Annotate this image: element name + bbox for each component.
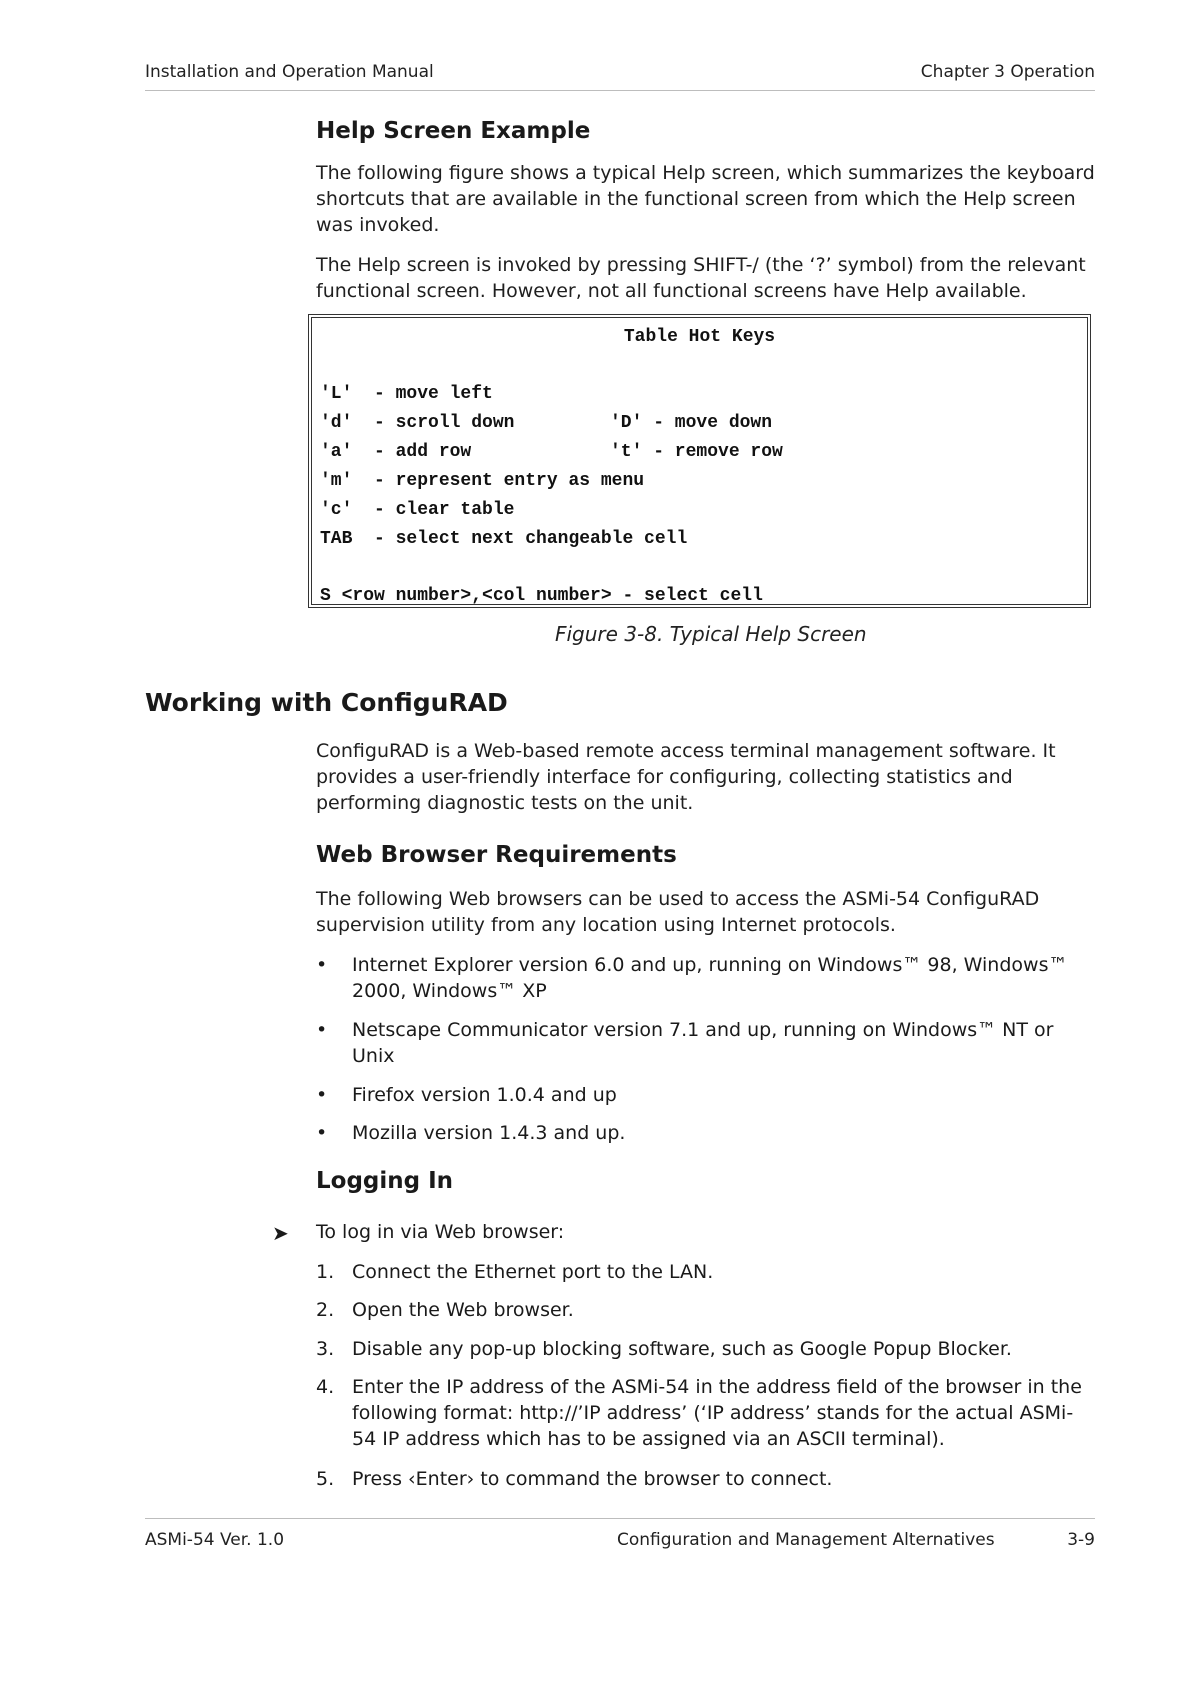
procedure-text: To log in via Web browser: — [316, 1221, 565, 1243]
step-text: Connect the Ethernet port to the LAN. — [352, 1261, 714, 1283]
logging-in-heading: Logging In — [316, 1168, 454, 1194]
bullet-icon: • — [316, 954, 328, 976]
screen-line: 'd' - scroll down — [320, 413, 515, 433]
screen-line-select-cell: S <row number>,<col number> - select cell — [320, 586, 763, 606]
web-browser-paragraph: The following Web browsers can be used to access the ASMi-54 ConfiguRAD supervision utility from any location using Internet protocols. — [316, 888, 1040, 936]
screen-line: 'L' - move left — [320, 384, 493, 404]
question-symbol: ‘?’ — [809, 254, 832, 276]
bullet-icon: • — [316, 1019, 328, 1041]
step-text-part: Press — [352, 1468, 409, 1490]
bullet-text: Internet Explorer version 6.0 and up, running on Windows™ 98, Windows™ 2000, Windows™ XP — [352, 954, 1068, 1002]
bullet-text: Firefox version 1.0.4 and up — [352, 1084, 617, 1106]
help-invoke-paragraph — [316, 252, 1096, 304]
step-text: Open the Web browser. — [352, 1299, 574, 1321]
screen-title: Table Hot Keys — [623, 327, 776, 347]
step-number: 1. — [316, 1261, 335, 1283]
configurad-heading: Working with ConfiguRAD — [145, 688, 508, 717]
screen-line: TAB - select next changeable cell — [320, 529, 688, 549]
screen-line: 'a' - add row — [320, 442, 472, 462]
screen-line-right: 'D' - move down — [610, 413, 773, 433]
footer-page-number: 3-9 — [1067, 1530, 1095, 1550]
help-screen-heading: Help Screen Example — [316, 118, 591, 144]
step-number: 2. — [316, 1299, 335, 1321]
header-chapter: Chapter 3 Operation — [920, 62, 1095, 82]
key-shift-slash: SHIFT-/ — [693, 254, 759, 276]
step-number: 5. — [316, 1468, 335, 1490]
step-text-part: ( — [687, 1402, 701, 1424]
footer-product: ASMi-54 Ver. 1.0 — [145, 1530, 285, 1550]
key-enter: ‹Enter› — [408, 1468, 475, 1490]
step-number: 4. — [316, 1376, 335, 1398]
para-text: (the — [758, 254, 810, 276]
arrow-right-icon: ➤ — [272, 1221, 289, 1245]
screen-line-right: 't' - remove row — [610, 442, 783, 462]
screen-line: 'c' - clear table — [320, 500, 515, 520]
page-footer — [145, 1518, 1095, 1549]
help-intro-paragraph: The following figure shows a typical Help screen, which summarizes the keyboard shortcuts that are available in the functional screen from which the Help screen was invoked. — [316, 162, 1095, 236]
para-text: The Help screen is invoked by pressing — [316, 254, 694, 276]
help-screen-figure — [308, 314, 1091, 608]
para-text: symbol) from the relevant functional screen. However, not all functional screens have Help available. — [316, 254, 1086, 302]
header-manual-title: Installation and Operation Manual — [145, 62, 434, 82]
configurad-paragraph: ConfiguRAD is a Web-based remote access terminal management software. It provides a user-friendly interface for configuring, collecting statistics and performing diagnostic tests on the unit. — [316, 740, 1056, 814]
bullet-text: Mozilla version 1.4.3 and up. — [352, 1122, 626, 1144]
screen-line: 'm' - represent entry as menu — [320, 471, 645, 491]
bullet-text: Netscape Communicator version 7.1 and up, running on Windows™ NT or Unix — [352, 1019, 1054, 1067]
step-number: 3. — [316, 1338, 335, 1360]
bullet-icon: • — [316, 1084, 328, 1106]
step-text-part: to command the browser to connect. — [474, 1468, 833, 1490]
step-text — [352, 1466, 1097, 1492]
step-text — [352, 1374, 1097, 1452]
web-browser-heading: Web Browser Requirements — [316, 842, 677, 868]
ip-address-term: ‘IP address’ — [700, 1402, 811, 1424]
page-header — [145, 62, 1095, 91]
step-text: Disable any pop-up blocking software, such as Google Popup Blocker. — [352, 1338, 1012, 1360]
step-text-part: stands for the actual ASMi-54 IP address which has to be assigned via an ASCII terminal). — [352, 1402, 1074, 1450]
bullet-icon: • — [316, 1122, 328, 1144]
step-text-part: Enter the IP address of the ASMi-54 in the address field of the browser in the following format: — [352, 1376, 1082, 1424]
figure-caption: Figure 3-8. Typical Help Screen — [555, 622, 867, 646]
footer-chapter-title: Configuration and Management Alternatives — [617, 1530, 995, 1550]
url-format: http://’IP address’ — [519, 1402, 688, 1424]
